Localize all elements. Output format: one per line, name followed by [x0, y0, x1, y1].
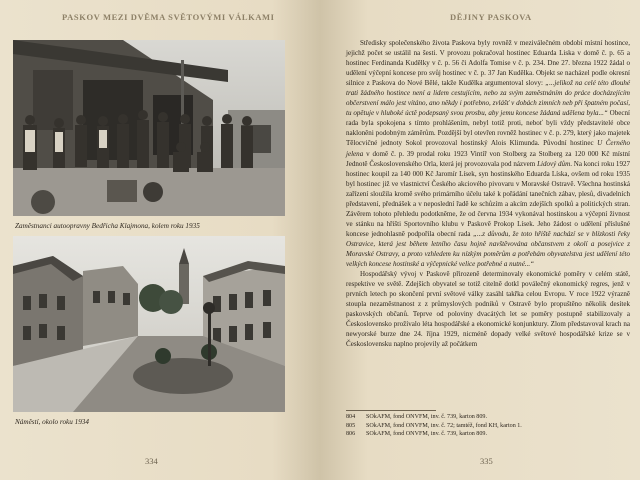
photo1-caption: Zaměstnanci autoopravny Bedřicha Klajmona, kolem roku 1935	[15, 222, 200, 230]
photo2-caption: Náměstí, okolo roku 1934	[15, 418, 89, 426]
p1-quote1: „...jelikož na celé této dlouhé trati žádného hostince není a lidem cestujícím, nebo za svým zaměstnáním do práce docházejícím občerstvení málo jest vítáno, ano někdy i potřebno, zvlášť v dobách zimních neb při špatném počasí, tu opětuje v hluboké úctě podepsaný svou prosbu, aby jemu koncese žádaná udělena byla...“	[346, 79, 631, 118]
footnotes	[346, 413, 630, 439]
footnote	[346, 413, 630, 422]
p1-part3: v domě č. p. 39 prodal roku 1923 Vintíř von Stolberg za Stolberg za 120 000 Kč místní Jednotě Československého Orla, která jej provozovala pod názvem	[346, 149, 630, 168]
footnote	[346, 430, 630, 439]
p1-part2: Obecní rada byla spokojena s tímto prohlášením, nebyl totiž proti, neboť byli vždy představitelé obce nakloněni podobným záměrům. Pozdější byl otevřen rovněž hostinec v č. p. 279, který jako majetek Tělocvičné jednoty Sokol provozoval hostinský Alois Klimunda. Původní hostinec	[346, 109, 630, 148]
main-text	[346, 38, 630, 349]
right-folio: 335	[480, 456, 493, 466]
paragraph-1	[346, 38, 630, 269]
footnote-number: 805	[346, 422, 356, 429]
right-running-head: DĚJINY PASKOVA	[450, 12, 532, 22]
footnote-number: 804	[346, 414, 356, 420]
footnote-text: SOkAFM, fond ONVFM, inv. č. 72; tamtéž, fond KH, karton 1.	[366, 422, 522, 429]
workshop-photo	[13, 40, 285, 216]
footnote-text: SOkAFM, fond ONVFM, inv. č. 739, karton 809.	[366, 414, 487, 420]
footnote-number: 806	[346, 431, 356, 438]
footnote-text: SOkAFM, fond ONVFM, inv. č. 739, karton 809.	[366, 431, 487, 438]
left-folio: 334	[145, 456, 158, 466]
square-photo	[13, 236, 285, 412]
left-running-head: PASKOV MEZI DVĚMA SVĚTOVÝMI VÁLKAMI	[62, 12, 275, 22]
p1-inn-name: U Černého jelena	[346, 139, 631, 158]
paragraph-2: Hospodářský vývoj v Paskově přirozeně determinovaly ekonomické poměry v celém státě, respektive ve světě. Zdejších obyvatel se totiž citelně dotkl poválečný ekonomický regres, jenž v prvních letech po skončení první světové války zasáhl takřka celou Evropu. V roce 1922 výrazně stoupla nezaměstnanost z z průmyslových podniků v Ostravě bylo propuštěno několik desítek paskovských občanů. Teprve od poloviny dvacátých let se poměry postupně stabilizovaly a Československo prožívalo léta hospodářské a ekonomické konjunktury. Zlom představoval krach na newyorské burze dne 24. října 1929, nicméně dopady velké světové hospodářské krize se v Československu naplno projevily až počátkem	[346, 270, 630, 349]
p1-quote2: „...z důvodu, že toto hřiště nachází se v blízkosti řeky Ostravice, která jest během letního času hojně navštěvována občanstvem z okolí a posejvice z Moravské Ostravy, a proto vzhledem ku nízkým poměrům a potřebám obyvatelstva jest udělení této velkých koncese hostinské a výčepnické velice potřebné a nutné...“	[346, 229, 630, 269]
right-page	[320, 0, 640, 480]
p1-part1: Středisky společenského života Paskova byly rovněž v meziválečném období místní hostince, jejichž počet se ustálil na šesti. V provozu pokračoval hostinec Eduarda Liska v domě č. p. 65 a hostinec Ferdinanda Kudělky v č. p. 56 či Adolfa Tomise v č. p. 234. Dne 27. března 1922 žádal o udělení výčepní koncese pro svůj hostinec v č. p. 37 Jan Kudělka. Objekt se nacházel podle okresní silnice z Paskova do Nové Bělé, takže Kudělka argumentoval slovy:	[346, 39, 630, 88]
footnote-rule	[346, 410, 436, 411]
footnote	[346, 422, 630, 431]
p1-inn-name2: Lidový dům	[537, 159, 571, 168]
p1-part4: . Na konci roku 1927 hostinec koupil za 140 000 Kč Jaromír Lísek, syn hostinského Eduarda Líska, ovšem od roku 1935 byl hostinec již ve vlastnictví Českého akciového pivovaru v Moravské Ostravě. Všechna hostinská zařízení sloužila kromě svého primárního účelu také k pořádání tanečních zábav, plesů, divadelních představení, přednášek a v neposlední řadě ke schůzím a akcím zdejších spolků a politických stran. Závěrem tohoto přehledu podotkněme, že od června 1934 vykonával hostinskou a výčepní živnost ve stánku na hřišti Sportovního klubu v Paskově Prokop Lísek. Jeho žádost o udělení příslušné koncese jednohlasně podpořila obecní rada	[346, 159, 631, 238]
